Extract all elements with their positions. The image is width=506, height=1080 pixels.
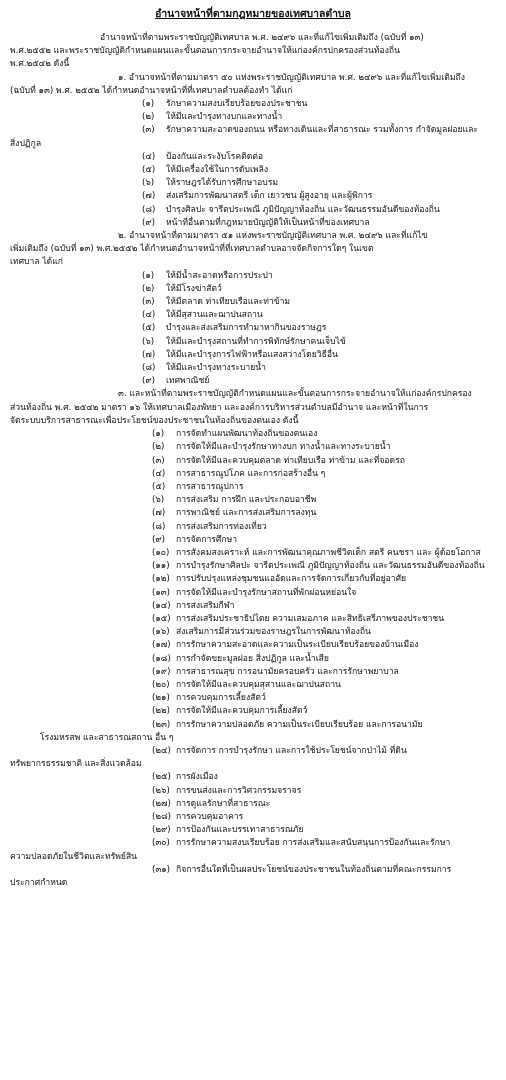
list-item (10, 653, 496, 666)
list-item (10, 151, 496, 164)
list-item-text: การขนส่งและการวิศวกรรมจราจร (176, 785, 302, 796)
list-item-number: (๒) (152, 442, 165, 453)
list-item-number: (๕) (142, 165, 156, 176)
list-item-number: (๑๓) (152, 587, 171, 598)
list-item-continuation (10, 138, 496, 151)
list-item-number: (๕) (142, 323, 156, 334)
list-item-number: (๒๐) (152, 679, 170, 690)
list-item (10, 613, 496, 626)
list-item-number: (๒๕) (152, 772, 171, 783)
list-item-continuation (10, 851, 496, 864)
list-item-number: (๘) (152, 521, 166, 532)
list-item-text: เทศพาณิชย์ (166, 376, 210, 387)
list-item-number: (๒๑) (152, 693, 170, 704)
list-item (10, 837, 496, 850)
list-item-number: (๑๗) (152, 640, 171, 651)
list-item-number: (๓๐) (152, 838, 170, 849)
list-item-number: (๑๘) (152, 653, 171, 664)
list-item-number: (๒๘) (152, 811, 172, 822)
list-item-text: การกำจัดขยะมูลฝอย สิ่งปฏิกูล และน้ำเสีย (176, 653, 329, 664)
list-item-text: การจัดให้มีและควบคุมตลาด ท่าเทียบเรือ ท่าข้าม และที่จอดรถ (176, 455, 405, 466)
page-title: อำนาจหน้าที่ตามกฎหมายของเทศบาลตำบล (155, 8, 351, 20)
intro-line: พ.ศ.๒๕๔๒ ดังนี้ (10, 59, 70, 70)
list-item-number: (๘) (142, 204, 156, 215)
list-item (10, 217, 496, 230)
list-item-text: การจัดให้มีและควบคุมสุสานและฌาปนสถาน (176, 679, 341, 690)
list-item (10, 164, 496, 177)
list-item-text: ป้องกันและระงับโรคติดต่อ (166, 151, 264, 162)
list-item-text: ส่งเสริมการมีส่วนร่วมของราษฎรในการพัฒนาท้องถิ่น (176, 627, 371, 638)
list-item-text: ให้มีเครื่องใช้ในการดับเพลิง (166, 165, 269, 176)
list-item-text: กิจการอื่นใดที่เป็นผลประโยชน์ของประชาชนในท้องถิ่นตามที่คณะกรรมการ (176, 864, 452, 875)
list-item-text: ให้มีและบำรุงทางระบายน้ำ (166, 363, 266, 374)
list-item-continuation (10, 877, 496, 890)
list-item (10, 190, 496, 203)
list-item-number: (๔) (142, 151, 156, 162)
list-item-text: การควบคุมการเลี้ยงสัตว์ (176, 693, 266, 704)
section-1 (10, 72, 496, 230)
list-item-continuation (10, 732, 496, 745)
section-heading: ๑. อำนาจหน้าที่ตามมาตรา ๕๐ แห่งพระราชบัญญัติเทศบาล พ.ศ. ๒๔๙๖ และที่แก้ไขเพิ่มเติมถึง (118, 72, 465, 83)
list-item-number: (๘) (142, 363, 156, 374)
section-heading: จัดระบบบริการสาธารณะเพื่อประโยชน์ของประชาชนในท้องถิ่นของตนเอง ดังนี้ (10, 415, 299, 426)
list-item (10, 745, 496, 758)
section-heading: เทศบาล ได้แก่ (10, 257, 63, 268)
list-item (10, 309, 496, 322)
list-item (10, 560, 496, 573)
list-item (10, 441, 496, 454)
list-item-text: ประกาศกำหนด (10, 878, 68, 888)
list-item-number: (๙) (142, 217, 155, 228)
list-item-number: (๙) (152, 534, 165, 545)
list-item (10, 204, 496, 217)
list-item-number: (๗) (142, 349, 156, 360)
list-item-number: (๑๔) (152, 600, 171, 611)
list-item-number: (๒๗) (152, 798, 171, 809)
list-item-text: ให้มีและบำรุงสถานที่ทำการพิทักษ์รักษาคนเจ็บไข้ (166, 336, 346, 347)
list-item-text: การจัดให้มีและบำรุงรักษาสถานที่พักผ่อนหย่อนใจ (176, 587, 357, 598)
list-item (10, 177, 496, 190)
section-2-items (10, 270, 496, 389)
list-item-number: (๒๔) (152, 745, 171, 756)
list-item-number: (๑) (152, 429, 165, 440)
list-item-number: (๖) (142, 336, 155, 347)
list-item-text: การจัดการ การบำรุงรักษา และการใช้ประโยชน์จากป่าไม้ ที่ดิน (176, 745, 407, 756)
list-item-text: การสาธารณสุข การอนามัยครอบครัว และการรักษาพยาบาล (176, 666, 399, 677)
intro-paragraph (10, 32, 496, 72)
list-item-text: ให้มีตลาด ท่าเทียบเรือและท่าข้าม (166, 297, 291, 308)
list-item (10, 507, 496, 520)
list-item-number: (๒) (142, 283, 155, 294)
list-item (10, 98, 496, 111)
list-item-text: หน้าที่อื่นตามที่กฎหมายบัญญัติให้เป็นหน้าที่ของเทศบาล (166, 217, 370, 228)
list-item-text: รักษาความสงบเรียบร้อยของประชาชน (166, 99, 308, 110)
list-item-text: ให้มีน้ำสะอาดหรือการประปา (166, 270, 273, 281)
list-item-text: ให้มีและบำรุงการไฟฟ้าหรือแสงสว่างโดยวิธีอื่น (166, 349, 338, 360)
list-item-text: การสังคมสงเคราะห์ และการพัฒนาคุณภาพชีวิตเด็ก สตรี คนชรา และ ผู้ด้อยโอกาส (176, 547, 481, 558)
list-item (10, 270, 496, 283)
list-item-text: การผังเมือง (176, 772, 218, 783)
list-item-number: (๑๖) (152, 627, 170, 638)
list-item (10, 666, 496, 679)
list-item-text: สิ่งปฏิกูล (10, 138, 42, 149)
list-item-number: (๖) (152, 495, 165, 506)
list-item-number: (๑๐) (152, 547, 170, 558)
list-item-number: (๑) (142, 99, 155, 110)
list-item (10, 705, 496, 718)
list-item (10, 362, 496, 375)
list-item-number: (๑) (142, 270, 155, 281)
list-item (10, 824, 496, 837)
list-item-text: การส่งเสริมการท่องเที่ยว (176, 521, 267, 532)
list-item (10, 375, 496, 388)
list-item-text: การจัดให้มีและบำรุงรักษาทางบก ทางน้ำและทางระบายน้ำ (176, 442, 391, 453)
list-item-text: บำรุงและส่งเสริมการทำมาหากินของราษฎร (166, 323, 327, 334)
list-item (10, 349, 496, 362)
section-heading: ๒. อำนาจหน้าที่ตามมาตรา ๕๑ แห่งพระราชบัญญัติเทศบาล พ.ศ. ๒๔๙๖ และที่แก้ไข (118, 231, 428, 242)
list-item (10, 600, 496, 613)
list-item-text: การรักษาความสะอาดและความเป็นระเบียบเรียบร้อยของบ้านเมือง (176, 640, 419, 651)
list-item (10, 573, 496, 586)
list-item-number: (๒) (142, 112, 155, 123)
list-item (10, 455, 496, 468)
list-item (10, 864, 496, 877)
list-item (10, 771, 496, 784)
section-1-items (10, 98, 496, 230)
list-item-text: ให้ราษฎรได้รับการศึกษาอบรม (166, 178, 279, 189)
list-item-text: การจัดให้มีและควบคุมการเลี้ยงสัตว์ (176, 706, 308, 717)
list-item (10, 124, 496, 137)
list-item-text: ให้มีโรงฆ่าสัตว์ (166, 283, 222, 294)
section-3-items (10, 428, 496, 890)
list-item-number: (๑๒) (152, 574, 170, 585)
list-item-number: (๒๒) (152, 706, 171, 717)
list-item-text: ความปลอดภัยในชีวิตและทรัพย์สิน (10, 851, 138, 862)
list-item (10, 692, 496, 705)
section-2 (10, 230, 496, 388)
list-item (10, 468, 496, 481)
list-item (10, 626, 496, 639)
list-item-number: (๑๙) (152, 666, 171, 677)
list-item (10, 111, 496, 124)
list-item (10, 336, 496, 349)
list-item (10, 494, 496, 507)
list-item (10, 428, 496, 441)
list-item (10, 283, 496, 296)
list-item-text: การจัดทำแผนพัฒนาท้องถิ่นของตนเอง (176, 429, 318, 440)
list-item (10, 811, 496, 824)
list-item-text: โรงมหรสพ และสาธารณสถาน อื่น ๆ (40, 732, 174, 743)
list-item-number: (๒๓) (152, 719, 171, 730)
intro-line: อำนาจหน้าที่ตามพระราชบัญญัติเทศบาล พ.ศ. ๒๔๙๖ และที่แก้ไขเพิ่มเติมถึง (ฉบับที่ ๑๓) (100, 33, 424, 43)
list-item-number: (๕) (152, 481, 166, 492)
list-item-text: การส่งเสริม การฝึก และประกอบอาชีพ (176, 495, 317, 506)
list-item (10, 322, 496, 335)
list-item (10, 521, 496, 534)
list-item (10, 679, 496, 692)
list-item-text: การส่งเสริมกีฬา (176, 600, 235, 611)
list-item-number: (๔) (142, 310, 156, 321)
list-item-number: (๙) (142, 376, 155, 387)
list-item (10, 798, 496, 811)
section-heading: (ฉบับที่ ๑๓) พ.ศ. ๒๕๕๒ ได้กำหนดอำนาจหน้าที่ที่เทศบาลตำบลต้องทำ ได้แก่ (10, 85, 293, 96)
list-item-number: (๒๙) (152, 825, 171, 836)
list-item (10, 639, 496, 652)
list-item-text: รักษาความสะอาดของถนน หรือทางเดินและที่สาธารณะ รวมทั้งการ กำจัดมูลฝอยและ (166, 125, 478, 136)
list-item-text: การสาธารณูปโภค และการก่อสร้างอื่น ๆ (176, 468, 326, 479)
intro-line: พ.ศ.๒๕๕๒ และพระราชบัญญัติกำหนดแผนและขั้นตอนการกระจายอำนาจให้แก่องค์กรปกครองส่วนท้องถิ่น (10, 46, 400, 57)
list-item-text: ส่งเสริมการพัฒนาสตรี เด็ก เยาวชน ผู้สูงอายุ และผู้พิการ (166, 191, 373, 202)
list-item-text: การควบคุมอาคาร (176, 811, 244, 822)
list-item-number: (๔) (152, 468, 166, 479)
section-heading: ส่วนท้องถิ่น พ.ศ. ๒๕๔๒ มาตรา ๑๖ ให้เทศบาลเมืองพัทยา และองค์การบริหารส่วนตำบลมีอำนาจ และหน้าที่ในการ (10, 402, 429, 413)
list-item-continuation (10, 758, 496, 771)
list-item-number: (๗) (152, 508, 166, 519)
list-item-text: การสาธารณูปการ (176, 481, 244, 492)
list-item-text: การดูแลรักษาที่สาธารณะ (176, 798, 271, 809)
section-heading: ๓. และหน้าที่ตามพระราชบัญญัติกำหนดแผนและขั้นตอนการกระจายอำนาจให้แก่องค์กรปกครอง (118, 389, 472, 400)
list-item-text: การพาณิชย์ และการส่งเสริมการลงทุน (176, 508, 317, 519)
list-item-number: (๓) (142, 297, 155, 308)
list-item-number: (๑๑) (152, 561, 170, 572)
list-item (10, 587, 496, 600)
list-item-text: ให้มีและบำรุงทางบกและทางน้ำ (166, 112, 283, 123)
list-item-number: (๓) (142, 125, 155, 136)
list-item-number: (๓) (152, 455, 165, 466)
list-item-text: การจัดการศึกษา (176, 534, 238, 545)
list-item-number: (๒๖) (152, 785, 170, 796)
section-3 (10, 388, 496, 890)
list-item-text: การปรับปรุงแหล่งชุมชนแออัดและการจัดการเกี่ยวกับที่อยู่อาศัย (176, 574, 407, 585)
section-heading: เพิ่มเติมถึง (ฉบับที่ ๑๓) พ.ศ.๒๕๕๒ ได้กำหนดอำนาจหน้าที่ที่เทศบาลตำบลอาจจัดกิจการใดๆ ในเขต (10, 244, 374, 255)
list-item (10, 296, 496, 309)
list-item (10, 547, 496, 560)
list-item (10, 785, 496, 798)
list-item-number: (๗) (142, 191, 156, 202)
list-item (10, 481, 496, 494)
list-item-text: ให้มีสุสานและฌาปนสถาน (166, 310, 263, 321)
list-item-text: การรักษาความสงบเรียบร้อย การส่งเสริมและสนับสนุนการป้องกันและรักษา (176, 838, 451, 849)
list-item-number: (๓๑) (152, 864, 171, 875)
list-item-text: การป้องกันและบรรเทาสาธารณภัย (176, 825, 304, 836)
list-item-number: (๖) (142, 178, 155, 189)
list-item-text: บำรุงศิลปะ จารีตประเพณี ภูมิปัญญาท้องถิ่น และวัฒนธรรมอันดีของท้องถิ่น (166, 204, 440, 215)
list-item (10, 719, 496, 732)
list-item (10, 534, 496, 547)
list-item-text: ทรัพยากรธรรมชาติ และสิ่งแวดล้อม (10, 759, 142, 770)
list-item-text: การบำรุงรักษาศิลปะ จารีตประเพณี ภูมิปัญญาท้องถิ่น และวัฒนธรรมอันดีของท้องถิ่น (176, 561, 485, 572)
list-item-text: การส่งเสริมประชาธิปไตย ความเสมอภาค และสิทธิเสรีภาพของประชาชน (176, 613, 445, 624)
list-item-number: (๑๕) (152, 613, 171, 624)
list-item-text: การรักษาความปลอดภัย ความเป็นระเบียบเรียบร้อย และการอนามัย (176, 719, 423, 730)
